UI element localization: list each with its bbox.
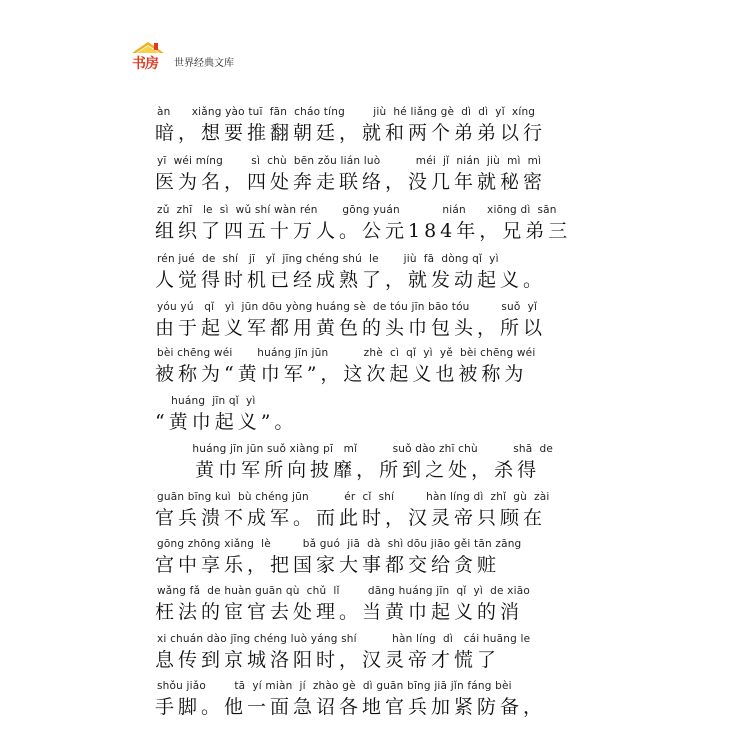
hanzi-row: 暗，想要推翻朝廷，就和两个弟弟以行 (155, 122, 547, 144)
hanzi-row: “黄巾起义”。 (155, 411, 298, 433)
pinyin-row: yī wéi míng sì chù bēn zǒu lián luò méi jǐ nián jiù mì mì (157, 155, 542, 167)
library-name: 世界经典文库 (174, 57, 234, 69)
pinyin-row: rén jué de shí jī yǐ jīng chéng shú le jiù fā dòng qǐ yì (157, 253, 499, 265)
pinyin-row: gōng zhōng xiǎng lè bǎ guó jiā dà shì dōu jiāo gěi tān zāng (157, 538, 522, 550)
hanzi-row: 组织了四五十万人。公元184年，兄弟三 (155, 220, 572, 242)
pinyin-row: bèi chēng wéi huáng jīn jūn zhè cì qǐ yì yě bèi chēng wéi (157, 347, 536, 359)
hanzi-row: 官兵溃不成军。而此时，汉灵帝只顾在 (155, 507, 547, 529)
pinyin-row: shǒu jiǎo tā yí miàn jí zhào gè dì guān bīng jiā jǐn fáng bèi (157, 680, 512, 692)
hanzi-row: 息传到京城洛阳时，汉灵帝才慌了 (155, 649, 501, 671)
pinyin-row: zǔ zhī le sì wǔ shí wàn rén gōng yuán nián xiōng dì sān (157, 204, 557, 216)
hanzi-row: 由于起义军都用黄色的头巾包头，所以 (155, 317, 547, 339)
pinyin-row: wǎng fǎ de huàn guān qù chǔ lǐ dāng huáng jīn qǐ yì de xiāo (157, 585, 530, 597)
hanzi-row: 被称为“黄巾军”，这次起义也被称为 (155, 363, 528, 385)
hanzi-row: 医为名，四处奔走联络，没几年就秘密 (155, 171, 547, 193)
hanzi-row: 枉法的宦官去处理。当黄巾起义的消 (155, 601, 524, 623)
pinyin-row: yóu yú qǐ yì jūn dōu yòng huáng sè de tóu jīn bāo tóu suǒ yǐ (157, 301, 538, 313)
hanzi-row: 手脚。他一面急诏各地官兵加紧防备， (155, 696, 547, 718)
logo-text: 书房 (132, 56, 158, 72)
hanzi-row: 黄巾军所向披靡，所到之处，杀得 (155, 459, 541, 481)
hanzi-row: 宫中享乐，把国家大事都交给贪赃 (155, 554, 501, 576)
pinyin-row: xi chuán dào jīng chéng luò yáng shí hàn líng dì cái huāng le (157, 633, 531, 645)
hanzi-row: 人觉得时机已经成熟了，就发动起义。 (155, 269, 547, 291)
pinyin-row: huáng jīn jūn suǒ xiàng pī mǐ suǒ dào zhī chù shā de (157, 443, 553, 455)
pinyin-row: huáng jīn qǐ yì (157, 395, 256, 407)
pinyin-row: àn xiǎng yào tuī fān cháo tíng jiù hé liǎng gè dì dì yǐ xíng (157, 106, 536, 118)
pinyin-row: guān bīng kuì bù chéng jūn ér cǐ shí hàn líng dì zhǐ gù zài (157, 491, 550, 503)
